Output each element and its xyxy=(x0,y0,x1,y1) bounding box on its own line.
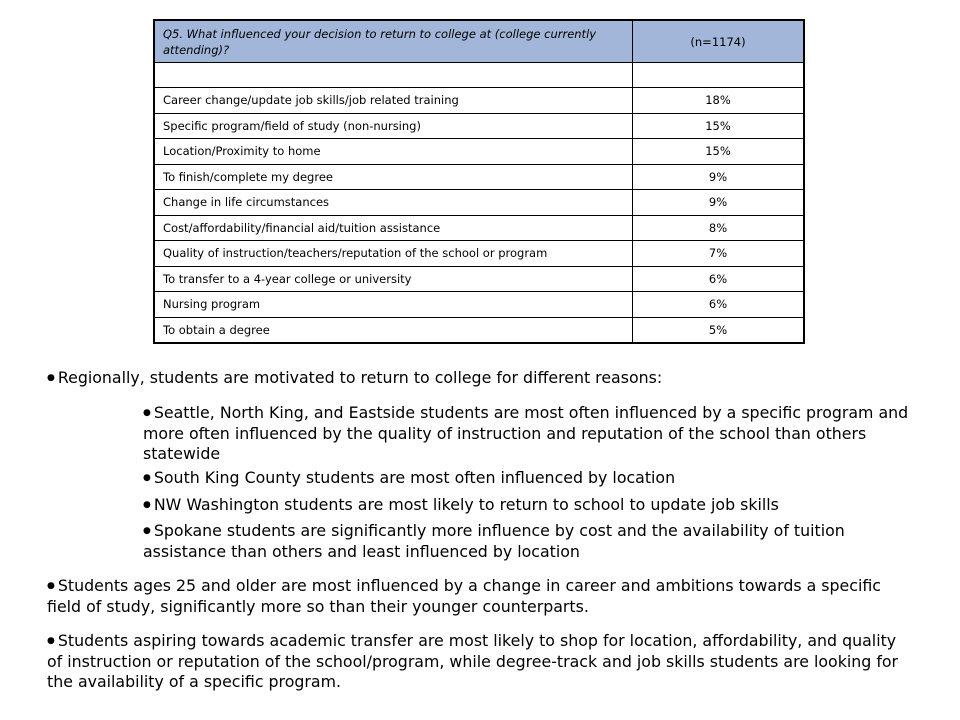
reason-label: Location/Proximity to home xyxy=(154,139,633,165)
reason-label: To transfer to a 4-year college or university xyxy=(154,266,633,292)
survey-results-table xyxy=(153,19,805,344)
bullet-transfer xyxy=(47,631,909,693)
table-row xyxy=(154,139,804,165)
reason-label: Specific program/field of study (non-nursing) xyxy=(154,113,633,139)
blank-cell xyxy=(633,63,805,88)
table-row xyxy=(154,241,804,267)
sub-bullet-spokane xyxy=(143,521,873,562)
reason-percent: 9% xyxy=(633,190,805,216)
bullet-text: NW Washington students are most likely to return to school to update job skills xyxy=(153,495,779,514)
reason-percent: 15% xyxy=(633,139,805,165)
bullet-regional xyxy=(47,368,927,389)
reason-label: Cost/affordability/financial aid/tuition assistance xyxy=(154,215,633,241)
bullet-dot: ● xyxy=(143,473,151,484)
reason-label: Career change/update job skills/job related training xyxy=(154,88,633,114)
reason-percent: 15% xyxy=(633,113,805,139)
bullet-dot: ● xyxy=(143,526,151,537)
table-blank-row xyxy=(154,63,804,88)
table-row xyxy=(154,292,804,318)
table-row xyxy=(154,164,804,190)
table-row xyxy=(154,266,804,292)
sample-size-label: (n=1174) xyxy=(633,20,805,63)
blank-cell xyxy=(154,63,633,88)
bullet-dot: ● xyxy=(47,581,55,592)
table-row xyxy=(154,215,804,241)
reason-label: To obtain a degree xyxy=(154,317,633,343)
reason-percent: 9% xyxy=(633,164,805,190)
bullet-text: Seattle, North King, and Eastside students are most often influenced by a specific program and more often influenced by the quality of instruction and reputation of the school than others statewide xyxy=(143,403,909,464)
bullet-dot: ● xyxy=(47,636,55,647)
bullet-text: South King County students are most often influenced by location xyxy=(153,468,676,487)
reason-percent: 5% xyxy=(633,317,805,343)
table-row xyxy=(154,88,804,114)
reason-percent: 8% xyxy=(633,215,805,241)
table-header-row xyxy=(154,20,804,63)
sub-bullet-south-king xyxy=(143,468,933,489)
table-row xyxy=(154,113,804,139)
reason-percent: 6% xyxy=(633,266,805,292)
table-row xyxy=(154,190,804,216)
bullet-dot: ● xyxy=(47,373,55,384)
sub-bullet-seattle xyxy=(143,403,933,465)
bullet-dot: ● xyxy=(143,408,151,419)
bullet-dot: ● xyxy=(143,500,151,511)
bullet-text: Regionally, students are motivated to return to college for different reasons: xyxy=(57,368,663,387)
reason-label: Quality of instruction/teachers/reputation of the school or program xyxy=(154,241,633,267)
bullet-text: Students ages 25 and older are most influenced by a change in career and ambitions towards a specific field of study, significantly more so than their younger counterparts. xyxy=(47,576,881,616)
reason-label: Change in life circumstances xyxy=(154,190,633,216)
reason-percent: 18% xyxy=(633,88,805,114)
table-row xyxy=(154,317,804,343)
reason-label: Nursing program xyxy=(154,292,633,318)
reason-percent: 6% xyxy=(633,292,805,318)
bullet-text: Spokane students are significantly more influence by cost and the availability of tuition assistance than others and least influenced by location xyxy=(143,521,845,561)
bullet-text: Students aspiring towards academic transfer are most likely to shop for location, affordability, and quality of instruction or reputation of the school/program, while degree-track and job skills students are looking for the availability of a specific program. xyxy=(47,631,899,692)
sub-bullet-nw-washington xyxy=(143,495,933,516)
question-text: Q5. What influenced your decision to return to college at (college currently attending)? xyxy=(154,20,633,63)
reason-label: To finish/complete my degree xyxy=(154,164,633,190)
bullet-age xyxy=(47,576,909,617)
reason-percent: 7% xyxy=(633,241,805,267)
